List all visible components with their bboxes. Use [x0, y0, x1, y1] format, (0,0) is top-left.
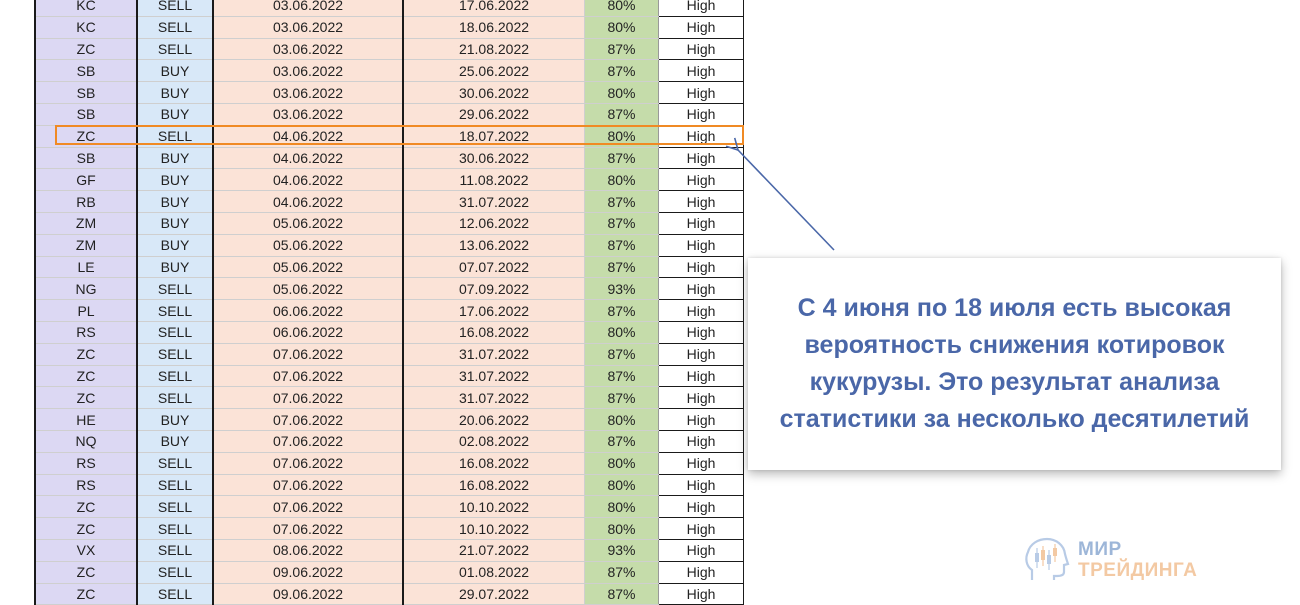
- level-cell: High: [659, 387, 744, 409]
- start-date-cell: 05.06.2022: [213, 256, 403, 278]
- ticker-cell: RB: [35, 191, 137, 213]
- logo-text: [1078, 539, 1197, 581]
- probability-cell: 87%: [585, 343, 659, 365]
- side-cell: SELL: [137, 278, 213, 300]
- table-row: [35, 60, 744, 82]
- level-cell: High: [659, 496, 744, 518]
- ticker-cell: HE: [35, 409, 137, 431]
- probability-cell: 80%: [585, 169, 659, 191]
- table-row: [35, 430, 744, 452]
- ticker-cell: SB: [35, 103, 137, 125]
- start-date-cell: 05.06.2022: [213, 278, 403, 300]
- ticker-cell: KC: [35, 16, 137, 38]
- probability-cell: 87%: [585, 583, 659, 605]
- end-date-cell: 07.07.2022: [403, 256, 585, 278]
- end-date-cell: 18.06.2022: [403, 16, 585, 38]
- probability-cell: 80%: [585, 518, 659, 540]
- side-cell: BUY: [137, 234, 213, 256]
- side-cell: SELL: [137, 343, 213, 365]
- ticker-cell: RS: [35, 452, 137, 474]
- probability-cell: 80%: [585, 321, 659, 343]
- probability-cell: 80%: [585, 409, 659, 431]
- level-cell: High: [659, 212, 744, 234]
- ticker-cell: ZM: [35, 212, 137, 234]
- level-cell: High: [659, 234, 744, 256]
- side-cell: SELL: [137, 474, 213, 496]
- start-date-cell: 06.06.2022: [213, 321, 403, 343]
- probability-cell: 87%: [585, 430, 659, 452]
- start-date-cell: 03.06.2022: [213, 38, 403, 60]
- side-cell: SELL: [137, 561, 213, 583]
- table-row: [35, 561, 744, 583]
- start-date-cell: 04.06.2022: [213, 147, 403, 169]
- logo-line2: ТРЕЙДИНГА: [1078, 560, 1198, 581]
- table-row: [35, 343, 744, 365]
- ticker-cell: ZC: [35, 518, 137, 540]
- side-cell: SELL: [137, 518, 213, 540]
- end-date-cell: 17.06.2022: [403, 0, 585, 16]
- callout-text: С 4 июня по 18 июля есть высокая вероятность снижения котировок кукурузы. Это результат анализа статистики за несколько десятилетий: [779, 294, 1250, 433]
- ticker-cell: GF: [35, 169, 137, 191]
- end-date-cell: 18.07.2022: [403, 125, 585, 147]
- end-date-cell: 16.08.2022: [403, 474, 585, 496]
- ticker-cell: ZC: [35, 496, 137, 518]
- ticker-cell: PL: [35, 300, 137, 322]
- start-date-cell: 07.06.2022: [213, 518, 403, 540]
- end-date-cell: 31.07.2022: [403, 191, 585, 213]
- start-date-cell: 05.06.2022: [213, 212, 403, 234]
- level-cell: High: [659, 474, 744, 496]
- probability-cell: 87%: [585, 387, 659, 409]
- probability-cell: 80%: [585, 125, 659, 147]
- side-cell: SELL: [137, 452, 213, 474]
- table-row: [35, 387, 744, 409]
- probability-cell: 80%: [585, 0, 659, 16]
- probability-cell: 87%: [585, 60, 659, 82]
- table-row: [35, 583, 744, 605]
- table-row: [35, 365, 744, 387]
- side-cell: BUY: [137, 256, 213, 278]
- table-row: [35, 474, 744, 496]
- start-date-cell: 03.06.2022: [213, 16, 403, 38]
- start-date-cell: 05.06.2022: [213, 234, 403, 256]
- end-date-cell: 11.08.2022: [403, 169, 585, 191]
- end-date-cell: 13.06.2022: [403, 234, 585, 256]
- ticker-cell: ZC: [35, 365, 137, 387]
- table-row: [35, 518, 744, 540]
- level-cell: High: [659, 125, 744, 147]
- probability-cell: 87%: [585, 191, 659, 213]
- table-row: [35, 0, 744, 16]
- callout-box: [748, 258, 1281, 470]
- start-date-cell: 09.06.2022: [213, 583, 403, 605]
- level-cell: High: [659, 409, 744, 431]
- ticker-cell: RS: [35, 321, 137, 343]
- level-cell: High: [659, 256, 744, 278]
- logo: [1024, 535, 1214, 585]
- table-row: [35, 212, 744, 234]
- probability-cell: 87%: [585, 147, 659, 169]
- signals-table: [34, 0, 744, 605]
- probability-cell: 80%: [585, 496, 659, 518]
- side-cell: SELL: [137, 16, 213, 38]
- level-cell: High: [659, 38, 744, 60]
- ticker-cell: NQ: [35, 430, 137, 452]
- level-cell: High: [659, 583, 744, 605]
- level-cell: High: [659, 82, 744, 104]
- probability-cell: 87%: [585, 212, 659, 234]
- start-date-cell: 07.06.2022: [213, 430, 403, 452]
- level-cell: High: [659, 300, 744, 322]
- probability-cell: 87%: [585, 561, 659, 583]
- table-row: [35, 38, 744, 60]
- table-row: [35, 539, 744, 561]
- side-cell: SELL: [137, 539, 213, 561]
- side-cell: SELL: [137, 0, 213, 16]
- level-cell: High: [659, 539, 744, 561]
- side-cell: BUY: [137, 60, 213, 82]
- side-cell: BUY: [137, 409, 213, 431]
- table-row: [35, 256, 744, 278]
- probability-cell: 80%: [585, 474, 659, 496]
- start-date-cell: 08.06.2022: [213, 539, 403, 561]
- start-date-cell: 07.06.2022: [213, 474, 403, 496]
- end-date-cell: 20.06.2022: [403, 409, 585, 431]
- end-date-cell: 31.07.2022: [403, 365, 585, 387]
- ticker-cell: ZC: [35, 387, 137, 409]
- ticker-cell: RS: [35, 474, 137, 496]
- level-cell: High: [659, 16, 744, 38]
- side-cell: BUY: [137, 147, 213, 169]
- level-cell: High: [659, 518, 744, 540]
- probability-cell: 80%: [585, 82, 659, 104]
- probability-cell: 80%: [585, 452, 659, 474]
- side-cell: BUY: [137, 430, 213, 452]
- end-date-cell: 30.06.2022: [403, 82, 585, 104]
- table-row: [35, 278, 744, 300]
- ticker-cell: KC: [35, 0, 137, 16]
- table-row: [35, 496, 744, 518]
- start-date-cell: 04.06.2022: [213, 169, 403, 191]
- ticker-cell: SB: [35, 147, 137, 169]
- side-cell: SELL: [137, 125, 213, 147]
- ticker-cell: ZC: [35, 38, 137, 60]
- table-row: [35, 321, 744, 343]
- side-cell: BUY: [137, 191, 213, 213]
- level-cell: High: [659, 278, 744, 300]
- ticker-cell: SB: [35, 82, 137, 104]
- ticker-cell: ZC: [35, 561, 137, 583]
- start-date-cell: 03.06.2022: [213, 82, 403, 104]
- level-cell: High: [659, 169, 744, 191]
- ticker-cell: SB: [35, 60, 137, 82]
- end-date-cell: 29.06.2022: [403, 103, 585, 125]
- probability-cell: 87%: [585, 256, 659, 278]
- level-cell: High: [659, 430, 744, 452]
- level-cell: High: [659, 321, 744, 343]
- ticker-cell: ZC: [35, 583, 137, 605]
- table-row: [35, 452, 744, 474]
- brain-chart-icon: [1024, 536, 1070, 584]
- start-date-cell: 03.06.2022: [213, 60, 403, 82]
- side-cell: SELL: [137, 321, 213, 343]
- table-row: [35, 169, 744, 191]
- side-cell: SELL: [137, 365, 213, 387]
- level-cell: High: [659, 60, 744, 82]
- level-cell: High: [659, 452, 744, 474]
- side-cell: SELL: [137, 496, 213, 518]
- end-date-cell: 21.08.2022: [403, 38, 585, 60]
- table-row: [35, 82, 744, 104]
- probability-cell: 93%: [585, 278, 659, 300]
- probability-cell: 87%: [585, 234, 659, 256]
- end-date-cell: 10.10.2022: [403, 518, 585, 540]
- start-date-cell: 04.06.2022: [213, 125, 403, 147]
- start-date-cell: 07.06.2022: [213, 387, 403, 409]
- end-date-cell: 10.10.2022: [403, 496, 585, 518]
- end-date-cell: 29.07.2022: [403, 583, 585, 605]
- table-row: [35, 191, 744, 213]
- probability-cell: 93%: [585, 539, 659, 561]
- start-date-cell: 07.06.2022: [213, 409, 403, 431]
- start-date-cell: 07.06.2022: [213, 452, 403, 474]
- side-cell: SELL: [137, 300, 213, 322]
- end-date-cell: 21.07.2022: [403, 539, 585, 561]
- end-date-cell: 02.08.2022: [403, 430, 585, 452]
- ticker-cell: ZC: [35, 125, 137, 147]
- start-date-cell: 06.06.2022: [213, 300, 403, 322]
- end-date-cell: 25.06.2022: [403, 60, 585, 82]
- table-row: [35, 103, 744, 125]
- table-row-highlighted: [35, 125, 744, 147]
- level-cell: High: [659, 103, 744, 125]
- ticker-cell: NG: [35, 278, 137, 300]
- ticker-cell: VX: [35, 539, 137, 561]
- end-date-cell: 16.08.2022: [403, 321, 585, 343]
- logo-line1: МИР: [1078, 539, 1122, 560]
- side-cell: SELL: [137, 583, 213, 605]
- probability-cell: 80%: [585, 16, 659, 38]
- start-date-cell: 09.06.2022: [213, 561, 403, 583]
- ticker-cell: ZM: [35, 234, 137, 256]
- end-date-cell: 12.06.2022: [403, 212, 585, 234]
- table-body: [35, 0, 744, 605]
- side-cell: BUY: [137, 103, 213, 125]
- start-date-cell: 07.06.2022: [213, 496, 403, 518]
- table-row: [35, 300, 744, 322]
- probability-cell: 87%: [585, 38, 659, 60]
- side-cell: SELL: [137, 387, 213, 409]
- table-row: [35, 16, 744, 38]
- side-cell: BUY: [137, 82, 213, 104]
- level-cell: High: [659, 561, 744, 583]
- side-cell: BUY: [137, 212, 213, 234]
- end-date-cell: 31.07.2022: [403, 343, 585, 365]
- level-cell: High: [659, 365, 744, 387]
- start-date-cell: 07.06.2022: [213, 365, 403, 387]
- end-date-cell: 16.08.2022: [403, 452, 585, 474]
- table-row: [35, 409, 744, 431]
- probability-cell: 87%: [585, 300, 659, 322]
- level-cell: High: [659, 191, 744, 213]
- end-date-cell: 17.06.2022: [403, 300, 585, 322]
- side-cell: BUY: [137, 169, 213, 191]
- table-row: [35, 234, 744, 256]
- side-cell: SELL: [137, 38, 213, 60]
- ticker-cell: ZC: [35, 343, 137, 365]
- end-date-cell: 01.08.2022: [403, 561, 585, 583]
- level-cell: High: [659, 343, 744, 365]
- probability-cell: 87%: [585, 365, 659, 387]
- start-date-cell: 03.06.2022: [213, 103, 403, 125]
- ticker-cell: LE: [35, 256, 137, 278]
- probability-cell: 87%: [585, 103, 659, 125]
- start-date-cell: 07.06.2022: [213, 343, 403, 365]
- level-cell: High: [659, 147, 744, 169]
- table-row: [35, 147, 744, 169]
- end-date-cell: 31.07.2022: [403, 387, 585, 409]
- end-date-cell: 30.06.2022: [403, 147, 585, 169]
- level-cell: High: [659, 0, 744, 16]
- start-date-cell: 04.06.2022: [213, 191, 403, 213]
- start-date-cell: 03.06.2022: [213, 0, 403, 16]
- end-date-cell: 07.09.2022: [403, 278, 585, 300]
